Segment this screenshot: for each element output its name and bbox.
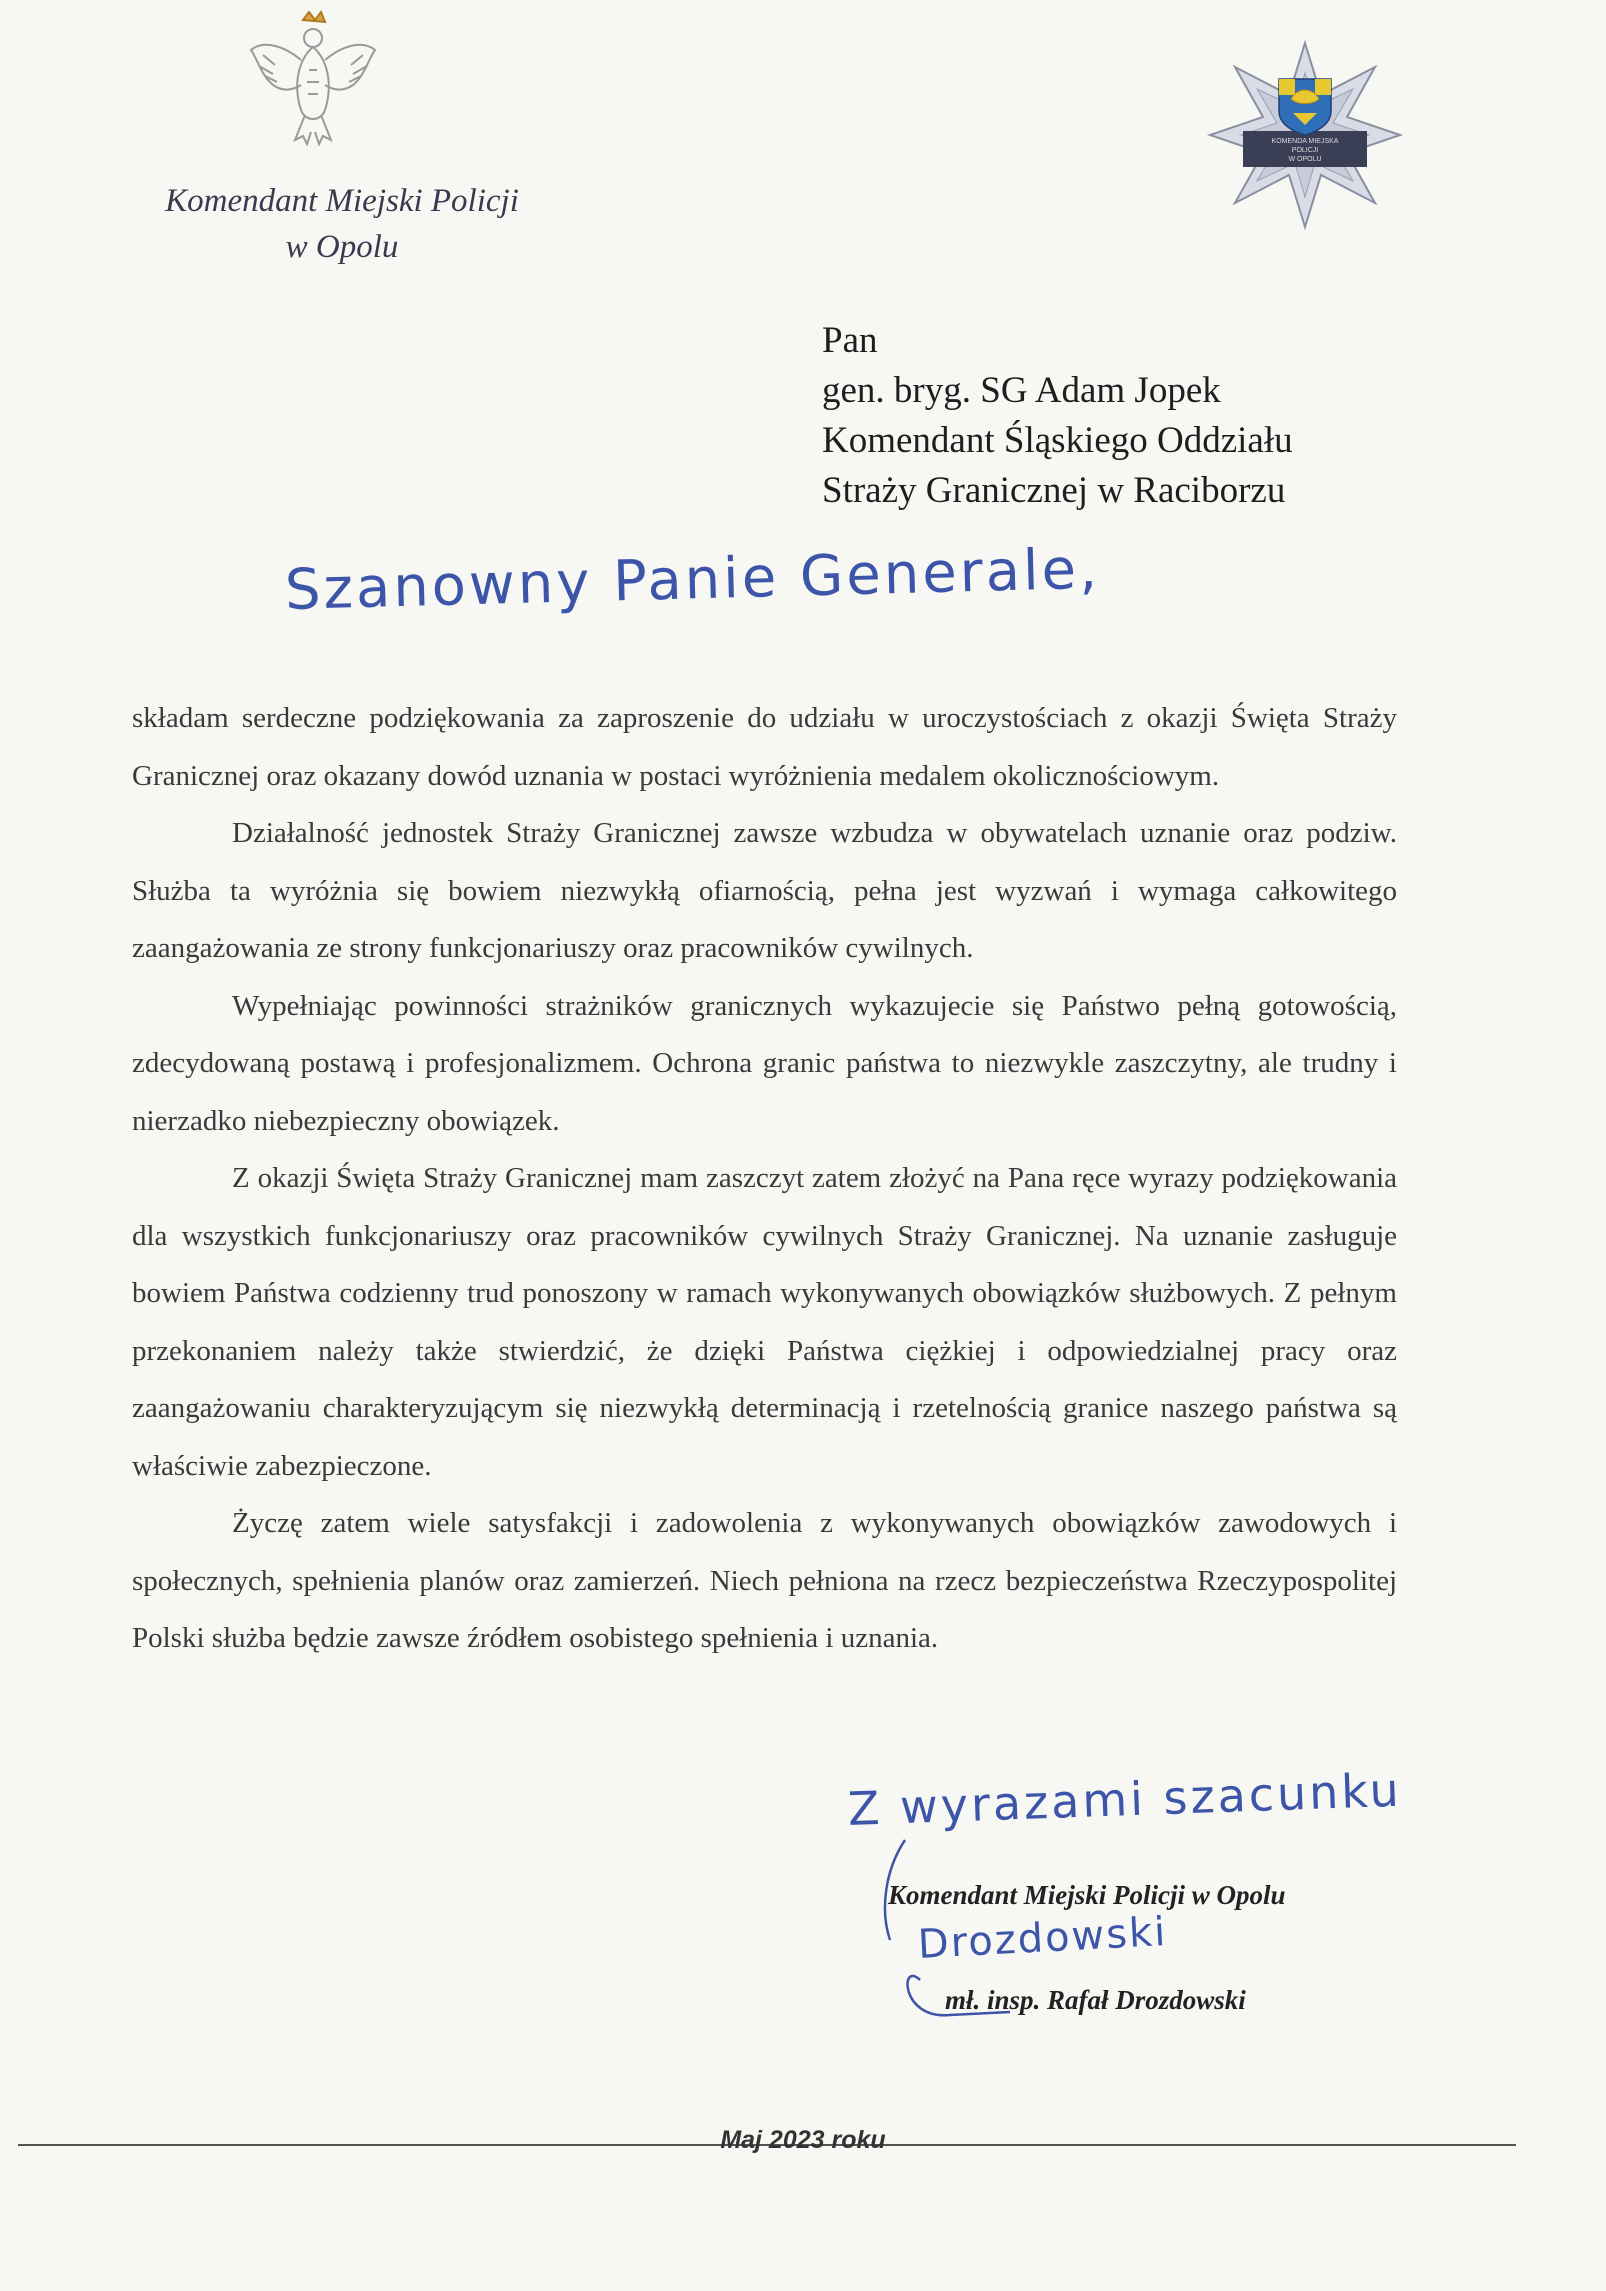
footer-date <box>0 2126 1606 2155</box>
body-paragraph-1: składam serdeczne podziękowania za zaproszenie do udziału w uroczystościach z okazji Święta Straży Granicznej oraz okazany dowód uznania w postaci wyróżnienia medalem okolicznościowym. <box>132 702 1397 792</box>
handwritten-signature: Drozdowski <box>916 1908 1169 1968</box>
letter-body <box>132 690 1397 1668</box>
recipient-line-2: gen. bryg. SG Adam Jopek <box>822 370 1221 411</box>
signer-name: mł. insp. Rafał Drozdowski <box>945 1985 1246 2015</box>
issuer-line-2: w Opolu <box>285 229 399 265</box>
body-paragraph-2: Działalność jednostek Straży Granicznej zawsze wzbudza w obywatelach uznanie oraz podziw. Służba ta wyróżnia się bowiem niezwykłą ofiarnością, pełna jest wyzwań i wymaga całkowitego zaangażowania ze strony funkcjonariuszy oraz pracowników cywilnych. <box>132 817 1397 964</box>
svg-text:POLICJI: POLICJI <box>1291 147 1319 154</box>
recipient-line-3: Komendant Śląskiego Oddziału <box>822 420 1293 461</box>
body-paragraph-5: Życzę zatem wiele satysfakcji i zadowolenia z wykonywanych obowiązków zawodowych i społecznych, spełnienia planów oraz zamierzeń. Niech pełniona na rzecz bezpieczeństwa Rzeczypospolitej Polski służba będzie zawsze źródłem osobistego spełnienia i uznania. <box>132 1507 1397 1654</box>
body-paragraph-4: Z okazji Święta Straży Granicznej mam zaszczyt zatem złożyć na Pana ręce wyrazy podziękowania dla wszystkich funkcjonariuszy oraz pracowników cywilnych Straży Granicznej. Na uznanie zasługuje bowiem Państwa codzienny trud ponoszony w ramach wykonywanych obowiązków służbowych. Z pełnym przekonaniem należy także stwierdzić, że dzięki Państwa ciężkiej i odpowiedzialnej pracy oraz zaangażowaniu charakteryzującym się niezwykłą determinacją i rzetelnością granice naszego państwa są właściwie zabezpieczone. <box>132 1162 1397 1482</box>
body-paragraph-3: Wypełniając powinności strażników granicznych wykazujecie się Państwo pełną gotowością, zdecydowaną postawą i profesjonalizmem. Ochrona granic państwa to niezwykle zaszczytny, ale trudny i nierzadko niebezpieczny obowiązek. <box>132 989 1397 1137</box>
recipient-line-1: Pan <box>822 320 878 361</box>
footer-date-text: Maj 2023 roku <box>720 2126 886 2154</box>
svg-text:KOMENDA MIEJSKA: KOMENDA MIEJSKA <box>1271 138 1339 145</box>
polish-eagle-icon <box>243 0 383 160</box>
svg-text:W OPOLU: W OPOLU <box>1288 156 1322 163</box>
issuer-block <box>132 178 552 270</box>
issuer-line-1: Komendant Miejski Policji <box>165 183 519 219</box>
recipient-line-4: Straży Granicznej w Raciborzu <box>822 470 1286 511</box>
signer-title: Komendant Miejski Policji w Opolu <box>888 1880 1286 1910</box>
police-star-badge-icon <box>1185 40 1425 230</box>
handwritten-salutation: Szanowny Panie Generale, <box>284 536 1101 623</box>
recipient-block <box>822 316 1293 516</box>
handwritten-closing: Z wyrazami szacunku <box>847 1762 1403 1836</box>
